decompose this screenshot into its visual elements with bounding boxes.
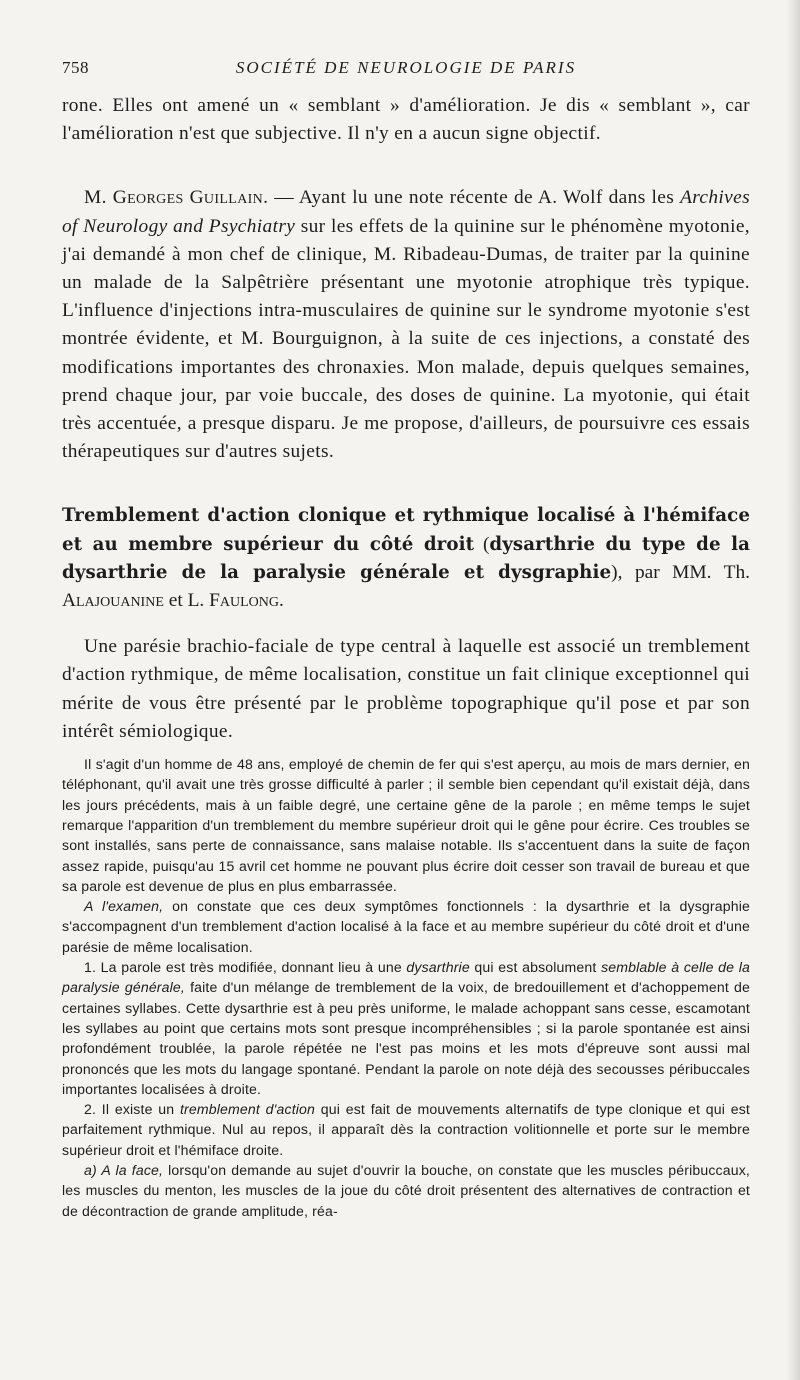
page-number: 758	[62, 58, 89, 77]
title-part-1: Tremblement d'action clonique et rythmique localisé à l'hémiface et au membre supérieur du côté droit	[62, 505, 750, 555]
face-paragraph	[62, 1160, 750, 1221]
article-title	[62, 502, 750, 615]
author-alajouanine: Alajouanine	[62, 590, 164, 612]
dysarthria-text-a: 1. La parole est très modifiée, donnant lieu à une	[84, 959, 407, 976]
continued-paragraph: rone. Elles ont amené un « semblant » d'amélioration. Je dis « semblant », car l'amélioration n'est que subjective. Il n'y en a aucun signe objectif.	[62, 95, 750, 145]
journal-title: Archives of Neurology and Psychiatry	[62, 187, 750, 237]
speaker-name: M. Georges Guillain.	[84, 187, 269, 209]
article-intro: Une parésie brachio-faciale de type central à laquelle est associé un tremblement d'action rythmique, de même localisation, constitue un fait clinique exceptionnel qui mérite de vous être présenté par le problème topographique qu'il pose et par son intérêt sémiologique.	[62, 636, 750, 742]
tremor-paragraph	[62, 1099, 750, 1160]
page-edge-shadow	[786, 0, 800, 1380]
dysarthria-comparison: semblable à celle de la paralysie générale,	[62, 959, 750, 996]
dysarthria-term: dysarthrie	[406, 959, 470, 976]
title-sep-2: ), par MM. Th.	[611, 561, 751, 583]
examination-paragraph	[62, 896, 750, 957]
title-sep-3: et L.	[163, 590, 210, 612]
body-text	[62, 92, 750, 1221]
title-part-2: dysarthrie du type de la dysarthrie de la paralysie générale et dysgraphie	[62, 533, 750, 583]
tremor-text-b: qui est fait de mouvements alternatifs de type clonique et qui est parfaitement rythmique. Nul au repos, il apparaît dès la contraction volitionnelle et porte sur le membre supérieur droit et l'hémiface droite.	[62, 1101, 750, 1158]
case-history: Il s'agit d'un homme de 48 ans, employé de chemin de fer qui s'est aperçu, au mois de mars dernier, en téléphonant, qu'il avait une très grosse difficulté à parler ; il semble bien cependant qu'il existait déjà, dans les jours précédents, mais à un faible degré, une certaine gêne de la parole ; en même temps le sujet remarque l'apparition d'un tremblement du membre supérieur droit qui le gêne pour écrire. Ces troubles se sont installés, sans perte de connaissance, sans malaise notable. Ils s'accentuent dans la suite de façon assez rapide, puisqu'au 15 avril cet homme ne pouvant plus écrire doit cesser son travail de bureau et que sa parole est devenue de plus en plus embarrassée.	[62, 756, 750, 894]
examination-text: on constate que ces deux symptômes fonctionnels : la dysarthrie et la dysgraphie s'accompagnent d'un tremblement d'action localisé à la face et au membre supérieur du côté droit et d'une parésie de même localisation.	[62, 898, 750, 955]
author-faulong: Faulong.	[209, 590, 284, 612]
title-sep-1: (	[474, 533, 490, 555]
guillain-remark	[62, 184, 750, 466]
tremor-term: tremblement d'action	[179, 1101, 316, 1118]
face-text: lorsqu'on demande au sujet d'ouvrir la bouche, on constate que les muscles péribuccaux, les muscles du menton, les muscles de la joue du côté droit présentent des alternatives de contraction et de décontraction de grande amplitude, réa-	[62, 1162, 750, 1219]
running-head: SOCIÉTÉ DE NEUROLOGIE DE PARIS	[235, 58, 577, 77]
dysarthria-text-c: faite d'un mélange de tremblement de la voix, de bredouillement et d'achoppement de certaines syllabes. Cette dysarthrie est à peu près uniforme, le malade achoppant sans cesse, escamotant les syllabes au point que certains mots sont presque incompréhensibles ; si la parole spontanée est ainsi profondément troublée, la parole répétée ne l'est pas moins et les mots d'épreuve sont aussi mal prononcés que les mots du langage spontané. Pendant la parole on note déjà des secousses péribuccales importantes localisées à droite.	[62, 979, 750, 1097]
dysarthria-paragraph	[62, 957, 750, 1099]
face-lead: a) A la face,	[84, 1162, 164, 1178]
remark-text-b: sur les effets de la quinine sur le phénomène myotonie, j'ai demandé à mon chef de clinique, M. Ribadeau-Dumas, de traiter par la quinine un malade de la Salpêtrière présentant une myotonie atrophique très typique. L'influence d'injections intra-musculaires de quinine sur le syndrome myotonie s'est montrée évidente, et M. Bourguignon, à la suite de ces injections, a constaté des modifications importantes des chronaxies. Mon malade, depuis quelques semaines, prend chaque jour, par voie buccale, des doses de quinine. La myotonie, qui était très accentuée, a presque disparu. Je me propose, d'ailleurs, de poursuivre ces essais thérapeutiques sur d'autres sujets.	[62, 215, 750, 463]
dysarthria-text-b: qui est absolument	[469, 959, 602, 976]
examination-lead: A l'examen,	[84, 898, 164, 915]
remark-text-a: — Ayant lu une note récente de A. Wolf dans les	[268, 187, 681, 209]
tremor-text-a: 2. Il existe un	[84, 1101, 180, 1118]
page-header	[62, 58, 750, 82]
